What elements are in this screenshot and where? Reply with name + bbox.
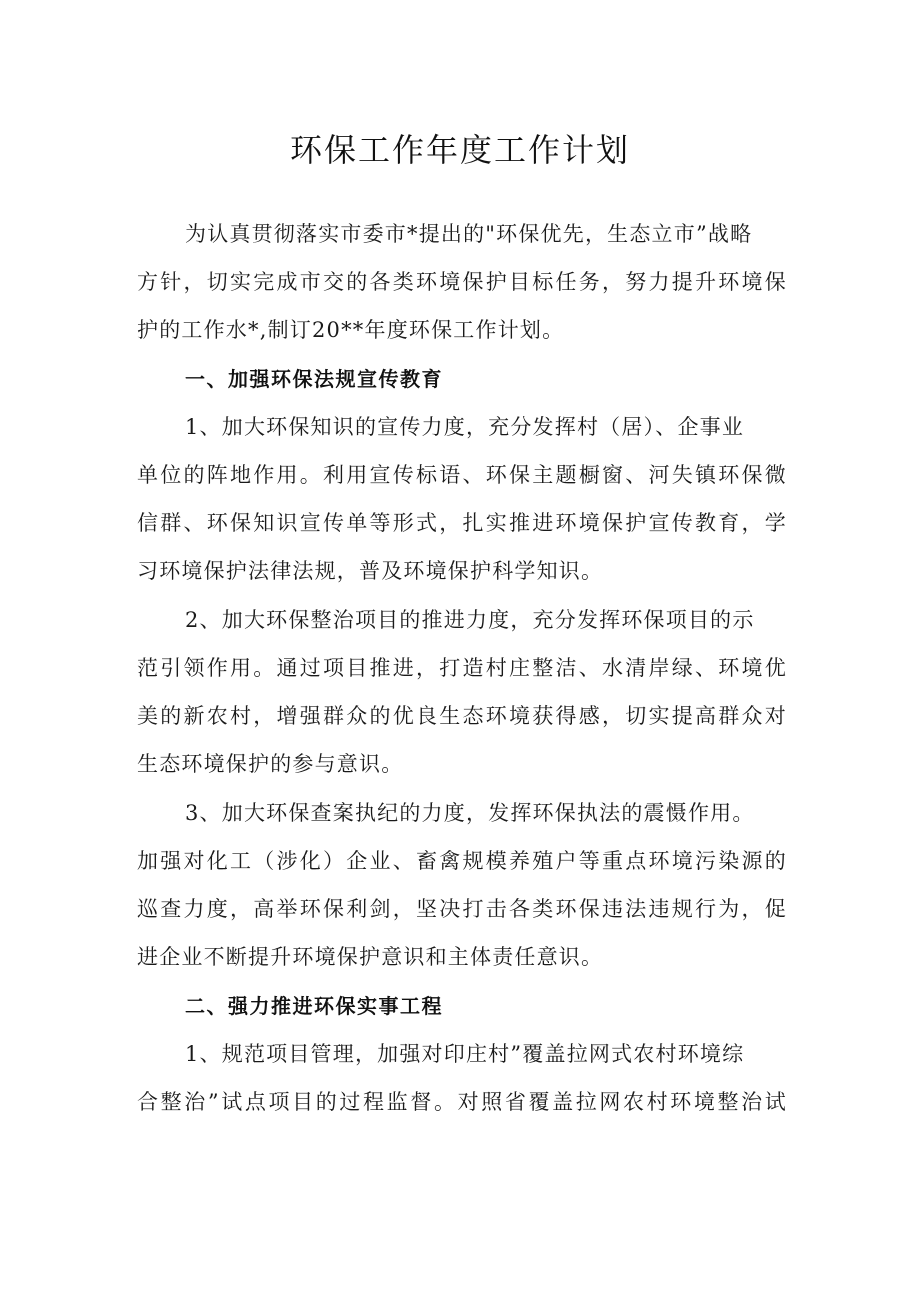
- section1-item3-line-3: 巡查力度，高举环保利剑，坚决打击各类环保违法违规行为，促: [137, 897, 787, 921]
- section1-item2-line-2: 范引领作用。通过项目推进，打造村庄整洁、水清岸绿、环境优: [137, 656, 787, 680]
- document-title: 环保工作年度工作计划: [289, 131, 630, 169]
- section1-item2-line-4: 生态环境保护的参与意识。: [137, 752, 404, 776]
- intro-line-1: 为认真贯彻落实市委市*提出的"环保优先，生态立市”战略: [185, 222, 753, 246]
- section1-item2-line-3: 美的新农村，增强群众的优良生态环境获得感，切实提高群众对: [137, 704, 787, 728]
- section1-item3-line-4: 进企业不断提升环境保护意识和主体责任意识。: [137, 945, 604, 969]
- intro-line-3: 护的工作水*,制订20**年度环保工作计划。: [137, 318, 565, 342]
- section2-item1-line-2: 合整治”试点项目的过程监督。对照省覆盖拉网农村环境整治试: [137, 1090, 787, 1114]
- section1-item3-line-1: 3、加大环保查案执纪的力度，发挥环保执法的震慑作用。: [185, 801, 755, 825]
- section2-item1-line-1: 1、规范项目管理，加强对印庄村”覆盖拉网式农村环境综: [185, 1042, 745, 1066]
- section1-item1-line-1: 1、加大环保知识的宣传力度，充分发挥村（居）、企事业: [185, 415, 745, 439]
- section1-item1-line-2: 单位的阵地作用。利用宣传标语、环保主题橱窗、河失镇环保微: [137, 463, 787, 487]
- section1-item3-line-2: 加强对化工（涉化）企业、畜禽规模养殖户等重点环境污染源的: [137, 849, 787, 873]
- section1-item1-line-4: 习环境保护法律法规，普及环境保护科学知识。: [137, 559, 604, 583]
- section-heading-1: 一、加强环保法规宣传教育: [185, 367, 443, 391]
- section-heading-2: 二、强力推进环保实事工程: [185, 994, 443, 1018]
- intro-line-2: 方针，切实完成市交的各类环境保护目标任务，努力提升环境保: [137, 270, 787, 294]
- section1-item1-line-3: 信群、环保知识宣传单等形式，扎实推进环境保护宣传教育，学: [137, 511, 787, 535]
- section1-item2-line-1: 2、加大环保整治项目的推进力度，充分发挥环保项目的示: [185, 608, 755, 632]
